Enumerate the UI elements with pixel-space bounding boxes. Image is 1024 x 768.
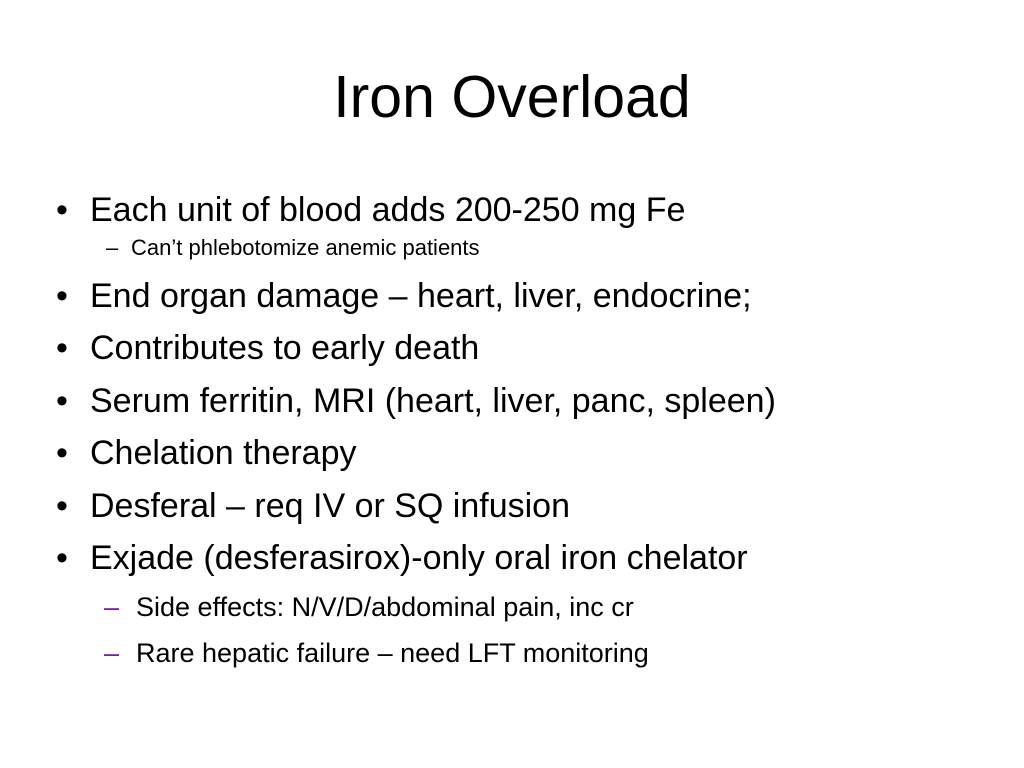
bullet-text: Chelation therapy xyxy=(90,434,357,472)
bullet-text: Desferal – req IV or SQ infusion xyxy=(90,487,571,525)
sub-bullet-marker: – xyxy=(104,592,120,622)
bullet-marker: • xyxy=(56,539,68,577)
sub-bullet-text: Rare hepatic failure – need LFT monitoring xyxy=(136,638,649,668)
bullet-marker: • xyxy=(56,277,68,315)
bullet-text: Exjade (desferasirox)-only oral iron chelator xyxy=(90,539,748,577)
bullet-text: Serum ferritin, MRI (heart, liver, panc, spleen) xyxy=(90,382,776,420)
slide-title: Iron Overload xyxy=(333,64,691,130)
bullet-text: Each unit of blood adds 200-250 mg Fe xyxy=(90,191,686,229)
bullet-marker: • xyxy=(56,487,68,525)
bullet-marker: • xyxy=(56,434,68,472)
bullet-marker: • xyxy=(56,382,68,420)
sub-bullet-text: Side effects: N/V/D/abdominal pain, inc cr xyxy=(136,592,634,622)
bullet-text: End organ damage – heart, liver, endocrine; xyxy=(90,277,752,315)
bullet-text: Contributes to early death xyxy=(90,329,480,367)
bullet-marker: • xyxy=(56,329,68,367)
sub-bullet-marker: – xyxy=(104,638,120,668)
sub-bullet-marker: – xyxy=(106,235,119,260)
bullet-marker: • xyxy=(56,191,68,229)
sub-bullet-text: Can’t phlebotomize anemic patients xyxy=(131,235,480,260)
